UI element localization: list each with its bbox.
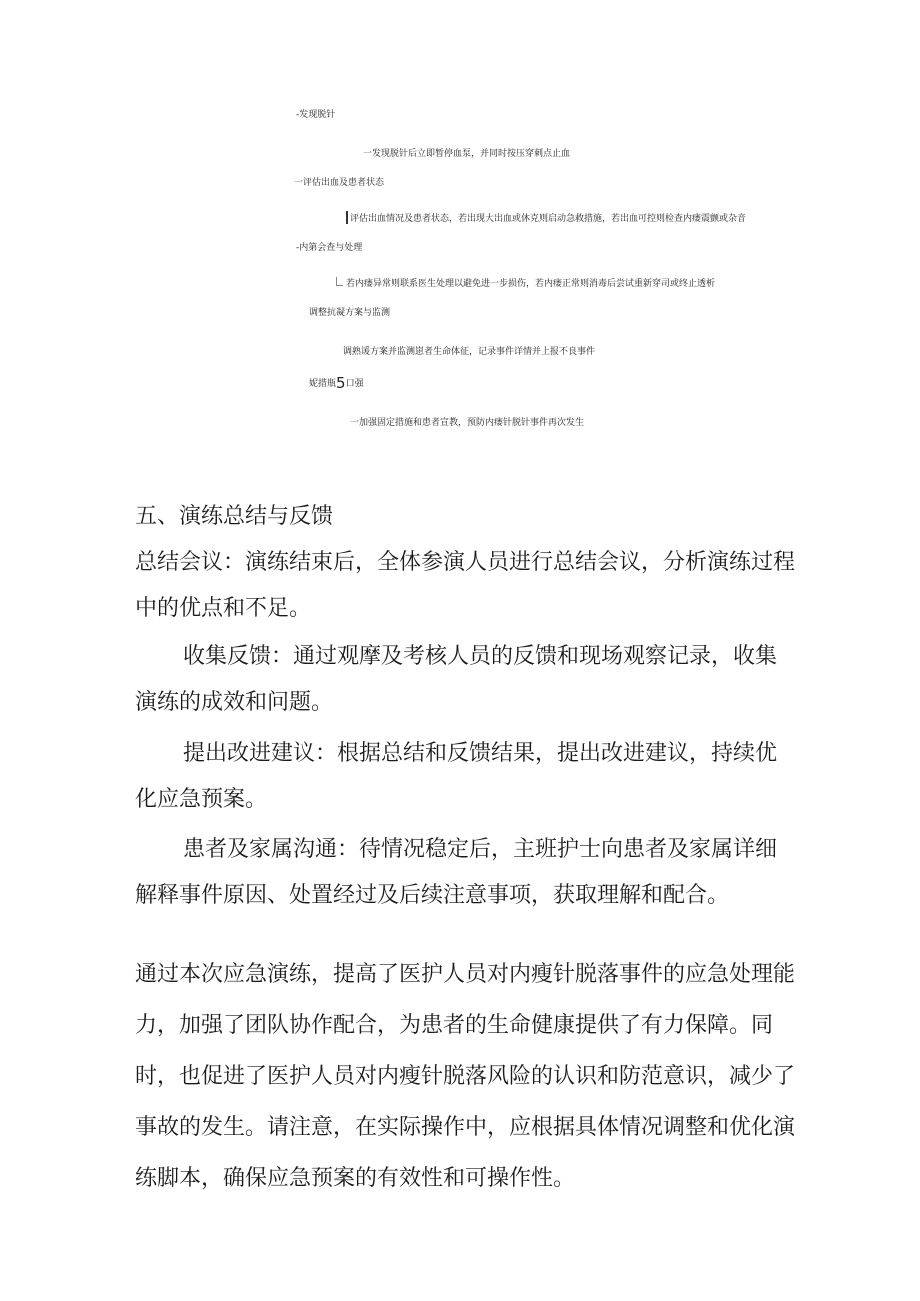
flow-step-2: 一发现脱针后立即暂停血泵，并同时按压穿刺点止血 (363, 149, 571, 159)
paragraph-improvement: 提出改进建议：根据总结和反馈结果，提出改进建议，持续优化应急预案。 (135, 741, 778, 812)
paragraph-collect-feedback: 收集反馈：通过观摩及考核人员的反馈和现场观察记录，收集演练的成效和问题。 (135, 644, 778, 715)
flow-step-9-suffix: 口强 (345, 379, 364, 389)
paragraph-summary-meeting: 总结会议：演练结束后，全体参演人员进行总结会议，分析演练过程中的优点和不足。 (135, 550, 796, 621)
flow-step-10: 一加强固定措施和患者宣教，预防内瘘针脱针事件再次发生 (350, 418, 585, 428)
flow-step-3: 一评估出血及患者状态 (294, 178, 385, 188)
paragraph-conclusion: 通过本次应急演练，提高了医护人员对内瘦针脱落事件的应急处理能力，加强了团队协作配合，为患者的生命健康提供了有力保障。同时，也促进了医护人员对内瘦针脱落风险的认识和防范意识，减少了事故的发生。请注意，在实际操作中，应根据具体情况调整和优化演练脚本，确保应急预案的有效性和可操作性。 (135, 962, 796, 1191)
flow-step-9-number: 5 (336, 374, 346, 392)
bracket-mark-icon (346, 211, 348, 224)
flow-step-6 (336, 277, 715, 290)
flow-step-5: -内第会查与处理 (296, 243, 363, 253)
connector-corner-icon (336, 277, 343, 286)
flow-step-6-text: 若内瘘异常则联系医生处理以避免进一步损伤，若内瘘正常则消毒后尝试重新穿司或终止透析 (346, 279, 716, 289)
section-heading: 五、演练总结与反馈 (135, 504, 334, 529)
flow-step-8: 调熟谖方案并监测崽者生命体征，记录事件详情并上报不良事件 (343, 347, 596, 357)
flow-step-4-text: 评估出血情况及患者状态，若出现大出血或休克则启动急救措施，若出血可控则检查内瘘震颤或杂音 (350, 214, 747, 224)
flow-step-4 (346, 211, 746, 225)
flow-step-1: -发现脱针 (296, 110, 336, 120)
paragraph-family-communication: 患者及家属沟通：待情况稳定后，主班护士向患者及家属详细解释事件原因、处置经过及后续注意事项，获取理解和配合。 (135, 837, 778, 908)
flow-step-9-prefix: 妮措瓶 (309, 379, 337, 389)
flow-step-7: 调整抗凝方案与监测 (309, 308, 391, 318)
flow-step-9 (309, 374, 364, 392)
